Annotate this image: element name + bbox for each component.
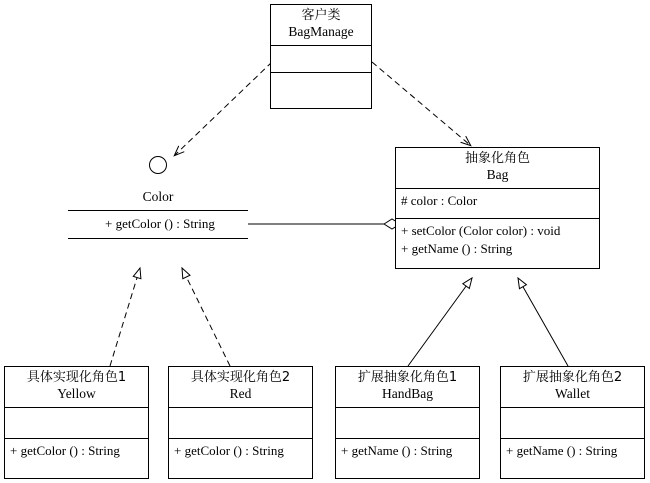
class-box-wallet[interactable] [500,366,645,479]
class-operations-red [169,439,312,467]
interface-bottom-separator [68,238,248,239]
class-box-handbag[interactable] [335,366,480,479]
operation-row: + setColor (Color color) : void [401,223,561,239]
class-box-yellow[interactable] [4,366,149,479]
class-header-red [169,367,312,407]
class-name-cn-red: 具体实现化角色2 [190,370,291,385]
class-name-en-wallet: Wallet [555,386,590,402]
class-name-cn-wallet: 扩展抽象化角色2 [522,370,623,385]
interface-name-separator [68,210,248,211]
class-box-bagmanage[interactable] [270,4,372,109]
class-box-bag[interactable] [395,147,600,269]
class-operations-bag [396,219,599,261]
class-name-cn-yellow: 具体实现化角色1 [26,370,127,385]
interface-name-color: Color [118,189,198,205]
class-box-red[interactable] [168,366,313,479]
class-header-yellow [5,367,148,407]
operation-row: + getColor () : String [10,443,120,459]
class-attributes-wallet [501,408,644,438]
class-name-en-bag: Bag [486,167,509,183]
class-name-cn-handbag: 扩展抽象化角色1 [357,370,458,385]
class-attributes-red [169,408,312,438]
operation-row: + getColor () : String [174,443,284,459]
class-attributes-bag [396,189,599,218]
operation-row: + getName () : String [341,443,453,459]
class-attributes-handbag [336,408,479,438]
class-operations-wallet [501,439,644,467]
class-attributes-bagmanage [271,46,371,72]
class-name-en-red: Red [229,386,252,402]
attribute-row: # color : Color [401,193,478,209]
class-operations-bagmanage [271,73,371,99]
class-name-cn-bag: 抽象化角色 [464,151,530,166]
class-attributes-yellow [5,408,148,438]
interface-operation-color: + getColor () : String [105,216,215,231]
class-header-bagmanage [271,5,371,45]
class-header-handbag [336,367,479,407]
class-header-wallet [501,367,644,407]
operation-row: + getName () : String [401,240,513,256]
class-name-en-handbag: HandBag [382,386,433,402]
operation-row: + getName () : String [506,443,618,459]
class-name-en-yellow: Yellow [57,386,96,402]
class-operations-handbag [336,439,479,467]
class-operations-yellow [5,439,148,467]
class-name-en-bagmanage: BagManage [288,24,354,40]
class-header-bag [396,148,599,188]
class-name-cn-bagmanage: 客户类 [301,8,341,23]
